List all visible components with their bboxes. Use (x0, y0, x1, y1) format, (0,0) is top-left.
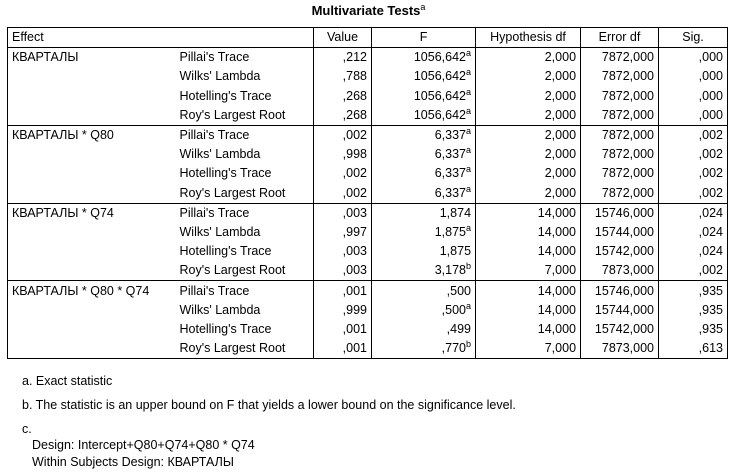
sig-cell: ,002 (659, 145, 728, 164)
test-name-cell: Pillai's Trace (176, 203, 314, 223)
hypothesis-df-cell: 2,000 (476, 164, 581, 183)
test-name-cell: Hotelling's Trace (176, 320, 314, 339)
f-footnote-mark: a (466, 164, 472, 175)
effect-cell (8, 164, 176, 183)
f-cell (372, 48, 476, 68)
hypothesis-df-cell: 14,000 (476, 242, 581, 261)
effect-cell (8, 301, 176, 320)
f-cell (372, 320, 476, 339)
error-df-cell: 7872,000 (581, 125, 659, 145)
table-row (8, 87, 728, 106)
effect-cell (8, 339, 176, 359)
test-name-cell: Roy's Largest Root (176, 339, 314, 359)
sig-cell: ,000 (659, 67, 728, 86)
value-cell: ,002 (314, 164, 372, 183)
f-value: ,499 (446, 321, 472, 336)
value-cell: ,002 (314, 125, 372, 145)
f-value: 6,337 (434, 128, 466, 143)
f-value: ,770 (441, 341, 466, 356)
header-sig: Sig. (659, 28, 728, 48)
effect-cell (8, 87, 176, 106)
f-cell (372, 203, 476, 223)
error-df-cell: 7873,000 (581, 261, 659, 281)
f-cell (372, 223, 476, 242)
f-footnote-mark: a (466, 48, 472, 59)
f-footnote-mark: a (466, 300, 472, 311)
effect-cell (8, 242, 176, 261)
f-cell (372, 87, 476, 106)
test-name-cell: Roy's Largest Root (176, 106, 314, 126)
sig-cell: ,002 (659, 164, 728, 183)
f-footnote-mark: a (466, 86, 472, 97)
table-row (8, 164, 728, 183)
effect-cell (8, 145, 176, 164)
value-cell: ,212 (314, 48, 372, 68)
f-cell (372, 184, 476, 204)
effect-cell (8, 261, 176, 281)
error-df-cell: 7872,000 (581, 106, 659, 126)
error-df-cell: 15742,000 (581, 242, 659, 261)
sig-cell: ,935 (659, 281, 728, 301)
value-cell: ,268 (314, 87, 372, 106)
table-row (8, 203, 728, 223)
hypothesis-df-cell: 14,000 (476, 281, 581, 301)
f-value: 1056,642 (413, 88, 466, 103)
f-cell (372, 261, 476, 281)
f-value: 1056,642 (413, 50, 466, 65)
f-cell (372, 106, 476, 126)
error-df-cell: 7872,000 (581, 67, 659, 86)
hypothesis-df-cell: 2,000 (476, 48, 581, 68)
footnote-a: a. Exact statistic (22, 374, 113, 388)
effect-cell: КВАРТАЛЫ (8, 48, 176, 68)
table-body (8, 48, 728, 359)
effect-cell: КВАРТАЛЫ * Q80 * Q74 (8, 281, 176, 301)
table-row (8, 48, 728, 68)
value-cell: ,788 (314, 67, 372, 86)
hypothesis-df-cell: 2,000 (476, 106, 581, 126)
f-value: 1,874 (439, 205, 472, 220)
effect-cell (8, 67, 176, 86)
header-hypothesis-df: Hypothesis df (476, 28, 581, 48)
f-value: 3,178 (434, 263, 466, 278)
f-value: 1056,642 (413, 107, 466, 122)
test-name-cell: Hotelling's Trace (176, 164, 314, 183)
error-df-cell: 15744,000 (581, 223, 659, 242)
table-row (8, 339, 728, 359)
test-name-cell: Roy's Largest Root (176, 261, 314, 281)
header-value: Value (314, 28, 372, 48)
sig-cell: ,613 (659, 339, 728, 359)
f-footnote-mark: a (466, 145, 472, 156)
value-cell: ,003 (314, 203, 372, 223)
error-df-cell: 15744,000 (581, 301, 659, 320)
f-footnote-mark: b (466, 339, 472, 350)
error-df-cell: 7872,000 (581, 48, 659, 68)
sig-cell: ,024 (659, 203, 728, 223)
hypothesis-df-cell: 2,000 (476, 184, 581, 204)
f-footnote-mark: a (466, 67, 472, 78)
value-cell: ,997 (314, 223, 372, 242)
test-name-cell: Wilks' Lambda (176, 67, 314, 86)
sig-cell: ,002 (659, 125, 728, 145)
f-cell (372, 301, 476, 320)
table-row (8, 125, 728, 145)
f-value: 6,337 (434, 147, 466, 162)
error-df-cell: 15746,000 (581, 203, 659, 223)
value-cell: ,001 (314, 281, 372, 301)
test-name-cell: Hotelling's Trace (176, 242, 314, 261)
sig-cell: ,935 (659, 320, 728, 339)
hypothesis-df-cell: 2,000 (476, 67, 581, 86)
test-name-cell: Roy's Largest Root (176, 184, 314, 204)
footnote-c-design: Design: Intercept+Q80+Q74+Q80 * Q74 (32, 438, 255, 452)
table-title: Multivariate Tests$^a$ (311, 2, 426, 18)
f-cell (372, 67, 476, 86)
table-row (8, 223, 728, 242)
table-row (8, 184, 728, 204)
f-footnote-mark: b (466, 261, 472, 272)
f-cell (372, 145, 476, 164)
footnote-b: b. The statistic is an upper bound on F that yields a lower bound on the significance level. (22, 398, 516, 412)
header-effect: Effect (8, 28, 314, 48)
f-value: 6,337 (434, 166, 466, 181)
hypothesis-df-cell: 2,000 (476, 87, 581, 106)
f-footnote-mark: a (466, 222, 472, 233)
f-cell (372, 164, 476, 183)
table-row (8, 67, 728, 86)
effect-cell (8, 223, 176, 242)
sig-cell: ,000 (659, 48, 728, 68)
f-cell (372, 242, 476, 261)
sig-cell: ,000 (659, 106, 728, 126)
test-name-cell: Wilks' Lambda (176, 223, 314, 242)
footnote-c: c. (22, 422, 32, 436)
f-value: ,500 (441, 302, 466, 317)
footnote-c-within: Within Subjects Design: КВАРТАЛЫ (32, 455, 234, 469)
f-value: 1056,642 (413, 69, 466, 84)
table-row (8, 242, 728, 261)
test-name-cell: Pillai's Trace (176, 125, 314, 145)
value-cell: ,001 (314, 320, 372, 339)
f-value: 1,875 (434, 224, 466, 239)
hypothesis-df-cell: 2,000 (476, 125, 581, 145)
error-df-cell: 7872,000 (581, 164, 659, 183)
hypothesis-df-cell: 14,000 (476, 320, 581, 339)
value-cell: ,268 (314, 106, 372, 126)
sig-cell: ,000 (659, 87, 728, 106)
effect-cell (8, 106, 176, 126)
hypothesis-df-cell: 14,000 (476, 203, 581, 223)
error-df-cell: 7872,000 (581, 184, 659, 204)
f-value: ,500 (446, 283, 472, 298)
hypothesis-df-cell: 14,000 (476, 301, 581, 320)
value-cell: ,003 (314, 261, 372, 281)
effect-cell: КВАРТАЛЫ * Q74 (8, 203, 176, 223)
f-footnote-mark: a (466, 126, 472, 137)
error-df-cell: 7872,000 (581, 87, 659, 106)
effect-cell (8, 320, 176, 339)
table-row (8, 301, 728, 320)
hypothesis-df-cell: 14,000 (476, 223, 581, 242)
sig-cell: ,002 (659, 261, 728, 281)
test-name-cell: Pillai's Trace (176, 48, 314, 68)
test-name-cell: Pillai's Trace (176, 281, 314, 301)
test-name-cell: Wilks' Lambda (176, 301, 314, 320)
table-row (8, 320, 728, 339)
table-row (8, 281, 728, 301)
f-value: 1,875 (439, 244, 472, 259)
header-row (8, 28, 728, 48)
test-name-cell: Hotelling's Trace (176, 87, 314, 106)
sig-cell: ,024 (659, 223, 728, 242)
value-cell: ,998 (314, 145, 372, 164)
error-df-cell: 15742,000 (581, 320, 659, 339)
f-value: 6,337 (434, 185, 466, 200)
table-row (8, 106, 728, 126)
error-df-cell: 15746,000 (581, 281, 659, 301)
error-df-cell: 7873,000 (581, 339, 659, 359)
f-footnote-mark: a (466, 183, 472, 194)
header-f: F (372, 28, 476, 48)
f-footnote-mark: a (466, 105, 472, 116)
title-footnote-mark: a (420, 2, 426, 12)
sig-cell: ,935 (659, 301, 728, 320)
hypothesis-df-cell: 7,000 (476, 339, 581, 359)
value-cell: ,001 (314, 339, 372, 359)
f-cell (372, 281, 476, 301)
test-name-cell: Wilks' Lambda (176, 145, 314, 164)
multivariate-tests-table (7, 27, 728, 359)
sig-cell: ,002 (659, 184, 728, 204)
f-cell (372, 125, 476, 145)
f-cell (372, 339, 476, 359)
error-df-cell: 7872,000 (581, 145, 659, 164)
effect-cell (8, 184, 176, 204)
value-cell: ,999 (314, 301, 372, 320)
hypothesis-df-cell: 7,000 (476, 261, 581, 281)
header-error-df: Error df (581, 28, 659, 48)
sig-cell: ,024 (659, 242, 728, 261)
hypothesis-df-cell: 2,000 (476, 145, 581, 164)
table-row (8, 261, 728, 281)
effect-cell: КВАРТАЛЫ * Q80 (8, 125, 176, 145)
value-cell: ,003 (314, 242, 372, 261)
table-row (8, 145, 728, 164)
value-cell: ,002 (314, 184, 372, 204)
